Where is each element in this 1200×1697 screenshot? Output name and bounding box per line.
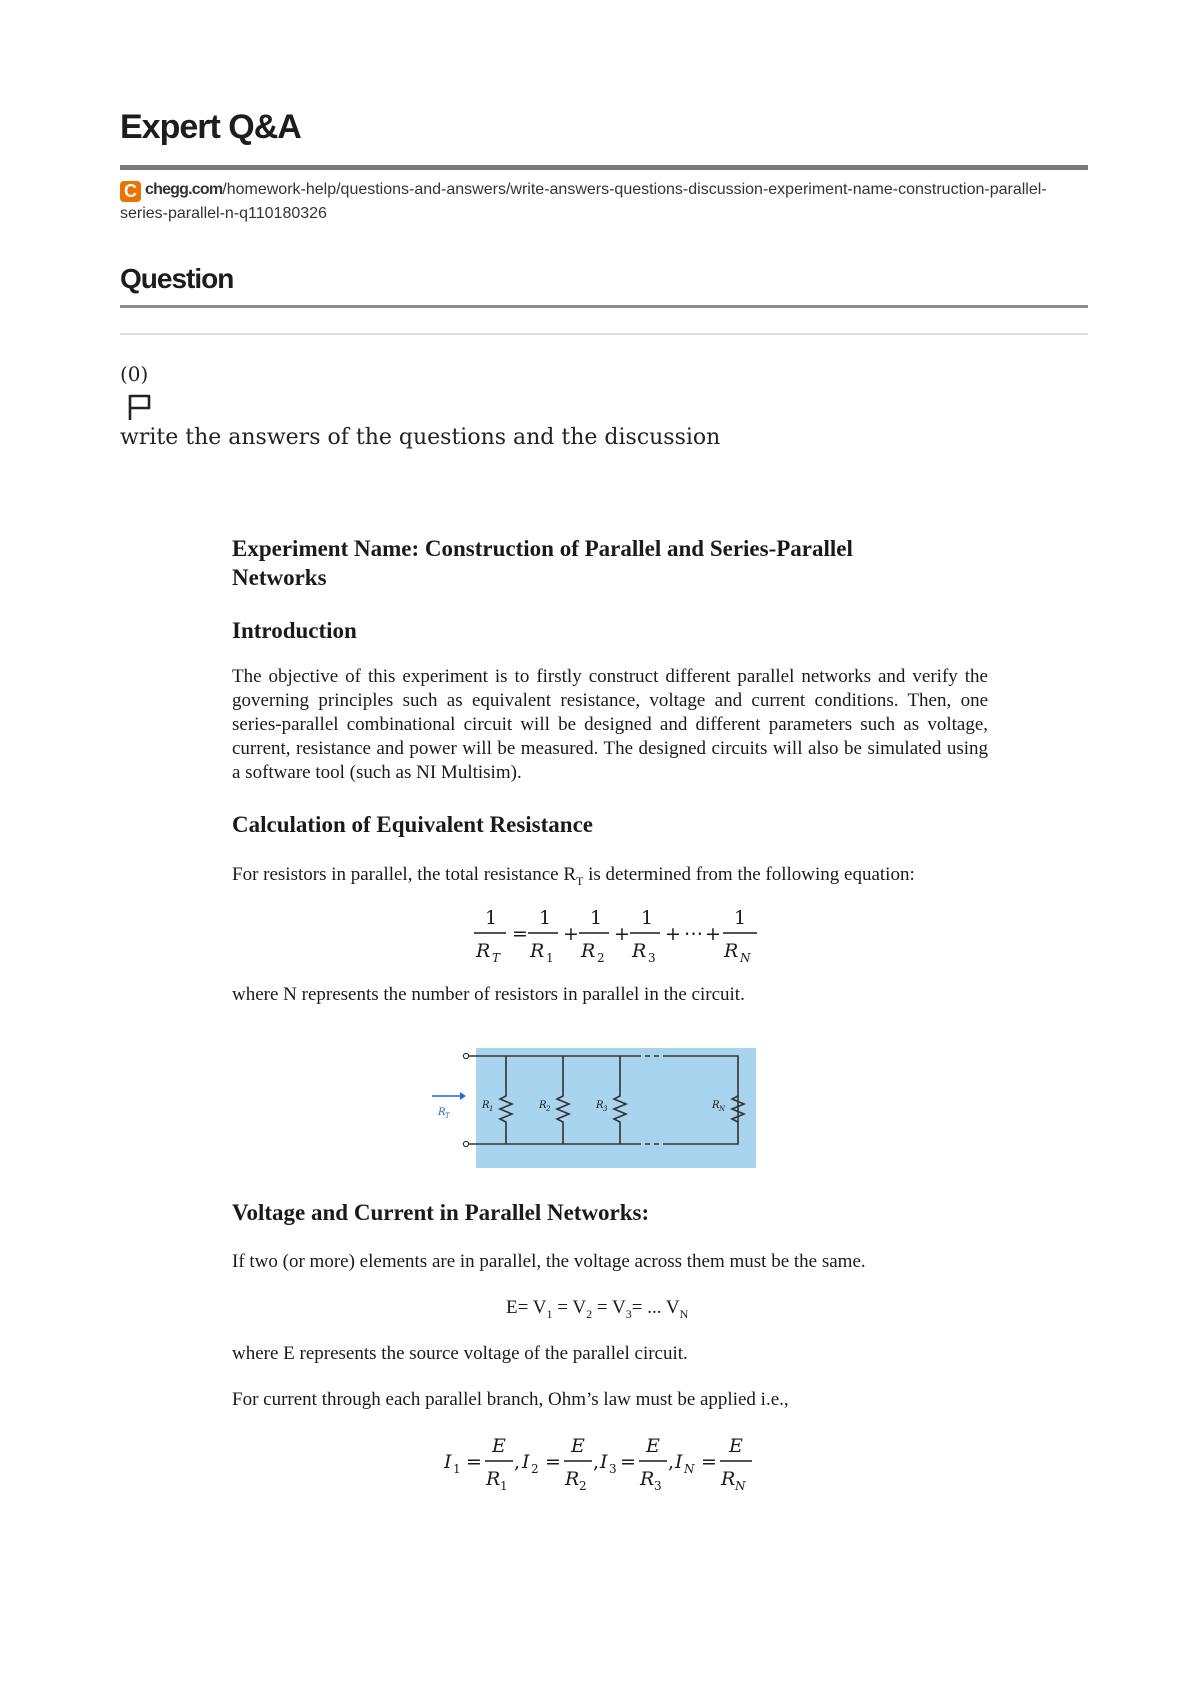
svg-text:R: R bbox=[539, 1100, 547, 1111]
svg-text:3: 3 bbox=[609, 1462, 617, 1476]
calculation-heading: Calculation of Equivalent Resistance bbox=[232, 812, 593, 837]
svg-text:2: 2 bbox=[546, 1105, 551, 1113]
svg-text:,: , bbox=[668, 1451, 675, 1473]
svg-text:R: R bbox=[712, 1100, 720, 1111]
source-domain[interactable]: chegg.com bbox=[145, 181, 223, 198]
svg-text:E: E bbox=[492, 1435, 506, 1457]
section-divider bbox=[120, 305, 1088, 308]
svg-text:R: R bbox=[438, 1107, 446, 1118]
svg-text:1: 1 bbox=[590, 907, 603, 929]
source-path[interactable]: /homework-help/questions-and-answers/write-answers-questions-discussion-experiment-name-construction-parallel-series-parallel-n-q110180326 bbox=[120, 181, 1047, 222]
svg-text:⋯: ⋯ bbox=[684, 923, 703, 945]
svg-text:N: N bbox=[684, 1462, 695, 1476]
svg-text:1: 1 bbox=[500, 1479, 508, 1493]
svg-text:+: + bbox=[705, 923, 721, 945]
flag-icon[interactable] bbox=[127, 393, 153, 426]
svg-text:R: R bbox=[724, 940, 739, 962]
svg-text:E: E bbox=[571, 1435, 585, 1457]
voltage-text: If two (or more) elements are in parallel, the voltage across them must be the same. bbox=[232, 1251, 866, 1272]
svg-text:+: + bbox=[614, 923, 630, 945]
svg-text:2: 2 bbox=[579, 1479, 587, 1493]
svg-text:3: 3 bbox=[648, 951, 656, 965]
svg-text:R: R bbox=[486, 1468, 501, 1490]
introduction-text: The objective of this experiment is to firstly construct different parallel networks and verify the governing principles such as equivalent resistance, voltage and current conditions. Then, one series-parallel combinational circuit will be designed and different parameters such as voltage, current, resistance and power will be measured. The designed circuits will also be simulated using a software tool (such as NI Multisim). bbox=[232, 666, 988, 783]
svg-text:I: I bbox=[675, 1451, 683, 1473]
svg-text:+: + bbox=[665, 923, 681, 945]
rating-count: (0) bbox=[120, 362, 149, 386]
question-text: write the answers of the questions and the discussion bbox=[120, 425, 721, 450]
svg-text:T: T bbox=[492, 951, 501, 965]
svg-text:R: R bbox=[482, 1100, 490, 1111]
title-divider bbox=[120, 165, 1088, 170]
svg-text:R: R bbox=[596, 1100, 604, 1111]
svg-text:N: N bbox=[740, 951, 751, 965]
where-n-text: where N represents the number of resistors in parallel in the circuit. bbox=[232, 984, 745, 1005]
svg-text:3: 3 bbox=[654, 1479, 662, 1493]
parallel-circuit-diagram bbox=[432, 1040, 762, 1170]
svg-text:=: = bbox=[545, 1451, 561, 1473]
page-title: Expert Q&A bbox=[120, 108, 301, 146]
svg-text:3: 3 bbox=[603, 1105, 608, 1113]
ohms-law-formula bbox=[442, 1430, 772, 1494]
svg-text:E: E bbox=[729, 1435, 743, 1457]
svg-text:R: R bbox=[721, 1468, 736, 1490]
svg-text:I: I bbox=[444, 1451, 452, 1473]
svg-text:T: T bbox=[445, 1112, 450, 1120]
svg-text:,: , bbox=[593, 1451, 600, 1473]
svg-text:R: R bbox=[632, 940, 647, 962]
section-divider-light bbox=[120, 333, 1088, 335]
svg-text:R: R bbox=[640, 1468, 655, 1490]
question-section-title: Question bbox=[120, 263, 234, 294]
svg-text:1: 1 bbox=[485, 907, 498, 929]
svg-text:E: E bbox=[646, 1435, 660, 1457]
svg-text:R: R bbox=[476, 940, 491, 962]
source-link[interactable] bbox=[120, 178, 1080, 226]
svg-text:,: , bbox=[514, 1451, 521, 1473]
svg-text:1: 1 bbox=[546, 951, 554, 965]
svg-text:=: = bbox=[701, 1451, 717, 1473]
svg-text:2: 2 bbox=[531, 1462, 539, 1476]
svg-text:1: 1 bbox=[641, 907, 654, 929]
svg-text:R: R bbox=[565, 1468, 580, 1490]
svg-text:1: 1 bbox=[539, 907, 552, 929]
introduction-heading: Introduction bbox=[232, 618, 357, 643]
svg-text:I: I bbox=[600, 1451, 608, 1473]
where-e-text: where E represents the source voltage of the parallel circuit. bbox=[232, 1343, 688, 1364]
svg-text:1: 1 bbox=[453, 1462, 461, 1476]
calculation-text: For resistors in parallel, the total resistance $R_T$ is determined from the following equation: bbox=[232, 864, 915, 888]
svg-text:1: 1 bbox=[489, 1105, 494, 1113]
svg-text:N: N bbox=[735, 1479, 746, 1493]
svg-text:R: R bbox=[581, 940, 596, 962]
svg-text:N: N bbox=[719, 1105, 726, 1113]
voltage-current-heading: Voltage and Current in Parallel Networks: bbox=[232, 1200, 650, 1225]
voltage-equation: $E= V_1 = V_2 = V_3=$ ... $V_N$ bbox=[506, 1297, 689, 1321]
svg-text:I: I bbox=[522, 1451, 530, 1473]
svg-text:=: = bbox=[620, 1451, 636, 1473]
svg-text:=: = bbox=[512, 923, 528, 945]
svg-text:1: 1 bbox=[734, 907, 747, 929]
svg-text:2: 2 bbox=[597, 951, 605, 965]
ohms-law-text: For current through each parallel branch, Ohm’s law must be applied i.e., bbox=[232, 1389, 789, 1410]
svg-text:R: R bbox=[530, 940, 545, 962]
svg-text:=: = bbox=[466, 1451, 482, 1473]
equivalent-resistance-formula bbox=[472, 902, 772, 966]
experiment-title: Experiment Name: Construction of Parallel and Series-Parallel Networks bbox=[232, 536, 853, 590]
chegg-logo-icon: C bbox=[120, 181, 141, 202]
svg-text:+: + bbox=[563, 923, 579, 945]
